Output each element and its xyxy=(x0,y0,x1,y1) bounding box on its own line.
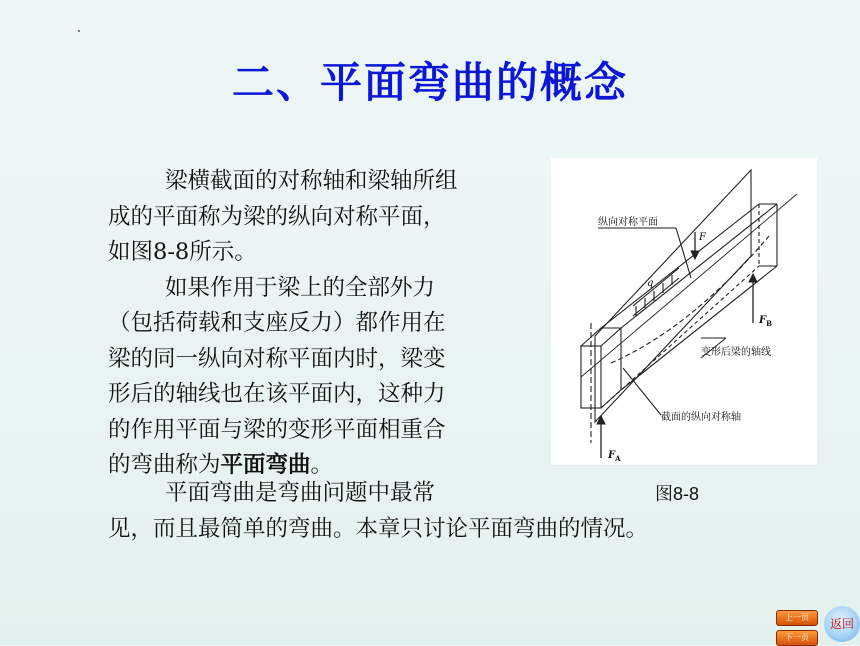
paragraph-1-line-2: 成的平面称为梁的纵向对称平面， xyxy=(108,203,446,230)
slide-title: 二、平面弯曲的概念 xyxy=(231,58,628,107)
label-q: q xyxy=(647,278,654,289)
return-button[interactable]: 返回 xyxy=(824,606,860,642)
deformed-axis xyxy=(611,236,769,363)
beam-end-top xyxy=(581,328,621,346)
paragraph-2-line-6-end: 。 xyxy=(310,452,334,478)
figure-caption: 图8-8 xyxy=(655,484,700,504)
paragraph-2-line-4: 形后的轴线也在该平面内，这种力 xyxy=(108,381,446,407)
beam-diagram xyxy=(551,158,817,465)
paragraph-2-line-5: 的作用平面与梁的变形平面相重合 xyxy=(108,416,446,443)
label-FA: $F_A$ xyxy=(608,450,621,463)
longitudinal-plane xyxy=(595,170,751,422)
paragraph-3-line-1: 平面弯曲是弯曲问题中最常 xyxy=(165,480,436,506)
paragraph-2-line-1: 如果作用于梁上的全部外力 xyxy=(165,274,436,301)
term-plane-bending: 平面弯曲 xyxy=(220,452,311,478)
prev-page-button[interactable]: 上一页 xyxy=(776,610,818,626)
paragraph-2-line-6-text: 的弯曲称为 xyxy=(108,452,221,478)
paragraph-1-line-3: 如图8-8所示。 xyxy=(108,239,257,265)
next-page-button[interactable]: 下一页 xyxy=(776,630,818,646)
paragraph-2-line-3: 梁的同一纵向对称平面内时，梁变 xyxy=(108,345,446,372)
label-longitudinal-plane: 纵向对称平面 xyxy=(598,217,658,228)
beam-figure xyxy=(551,158,817,465)
paragraph-3 xyxy=(108,476,808,547)
paragraph-2-line-2: （包括荷载和支座反力）都作用在 xyxy=(108,310,446,336)
label-section-axis: 截面的纵向对称轴 xyxy=(661,412,741,423)
label-F: F xyxy=(699,232,706,243)
decorative-dot xyxy=(78,30,80,32)
label-FB: $F_B$ xyxy=(759,315,773,328)
label-deformed-axis: 变形后梁的轴线 xyxy=(701,347,771,358)
paragraph-3-line-2: 见，而且最简单的弯曲。本章只讨论平面弯曲的情况。 xyxy=(108,515,649,542)
body-text xyxy=(108,164,540,484)
paragraph-1-line-1: 梁横截面的对称轴和梁轴所组 xyxy=(165,168,458,194)
